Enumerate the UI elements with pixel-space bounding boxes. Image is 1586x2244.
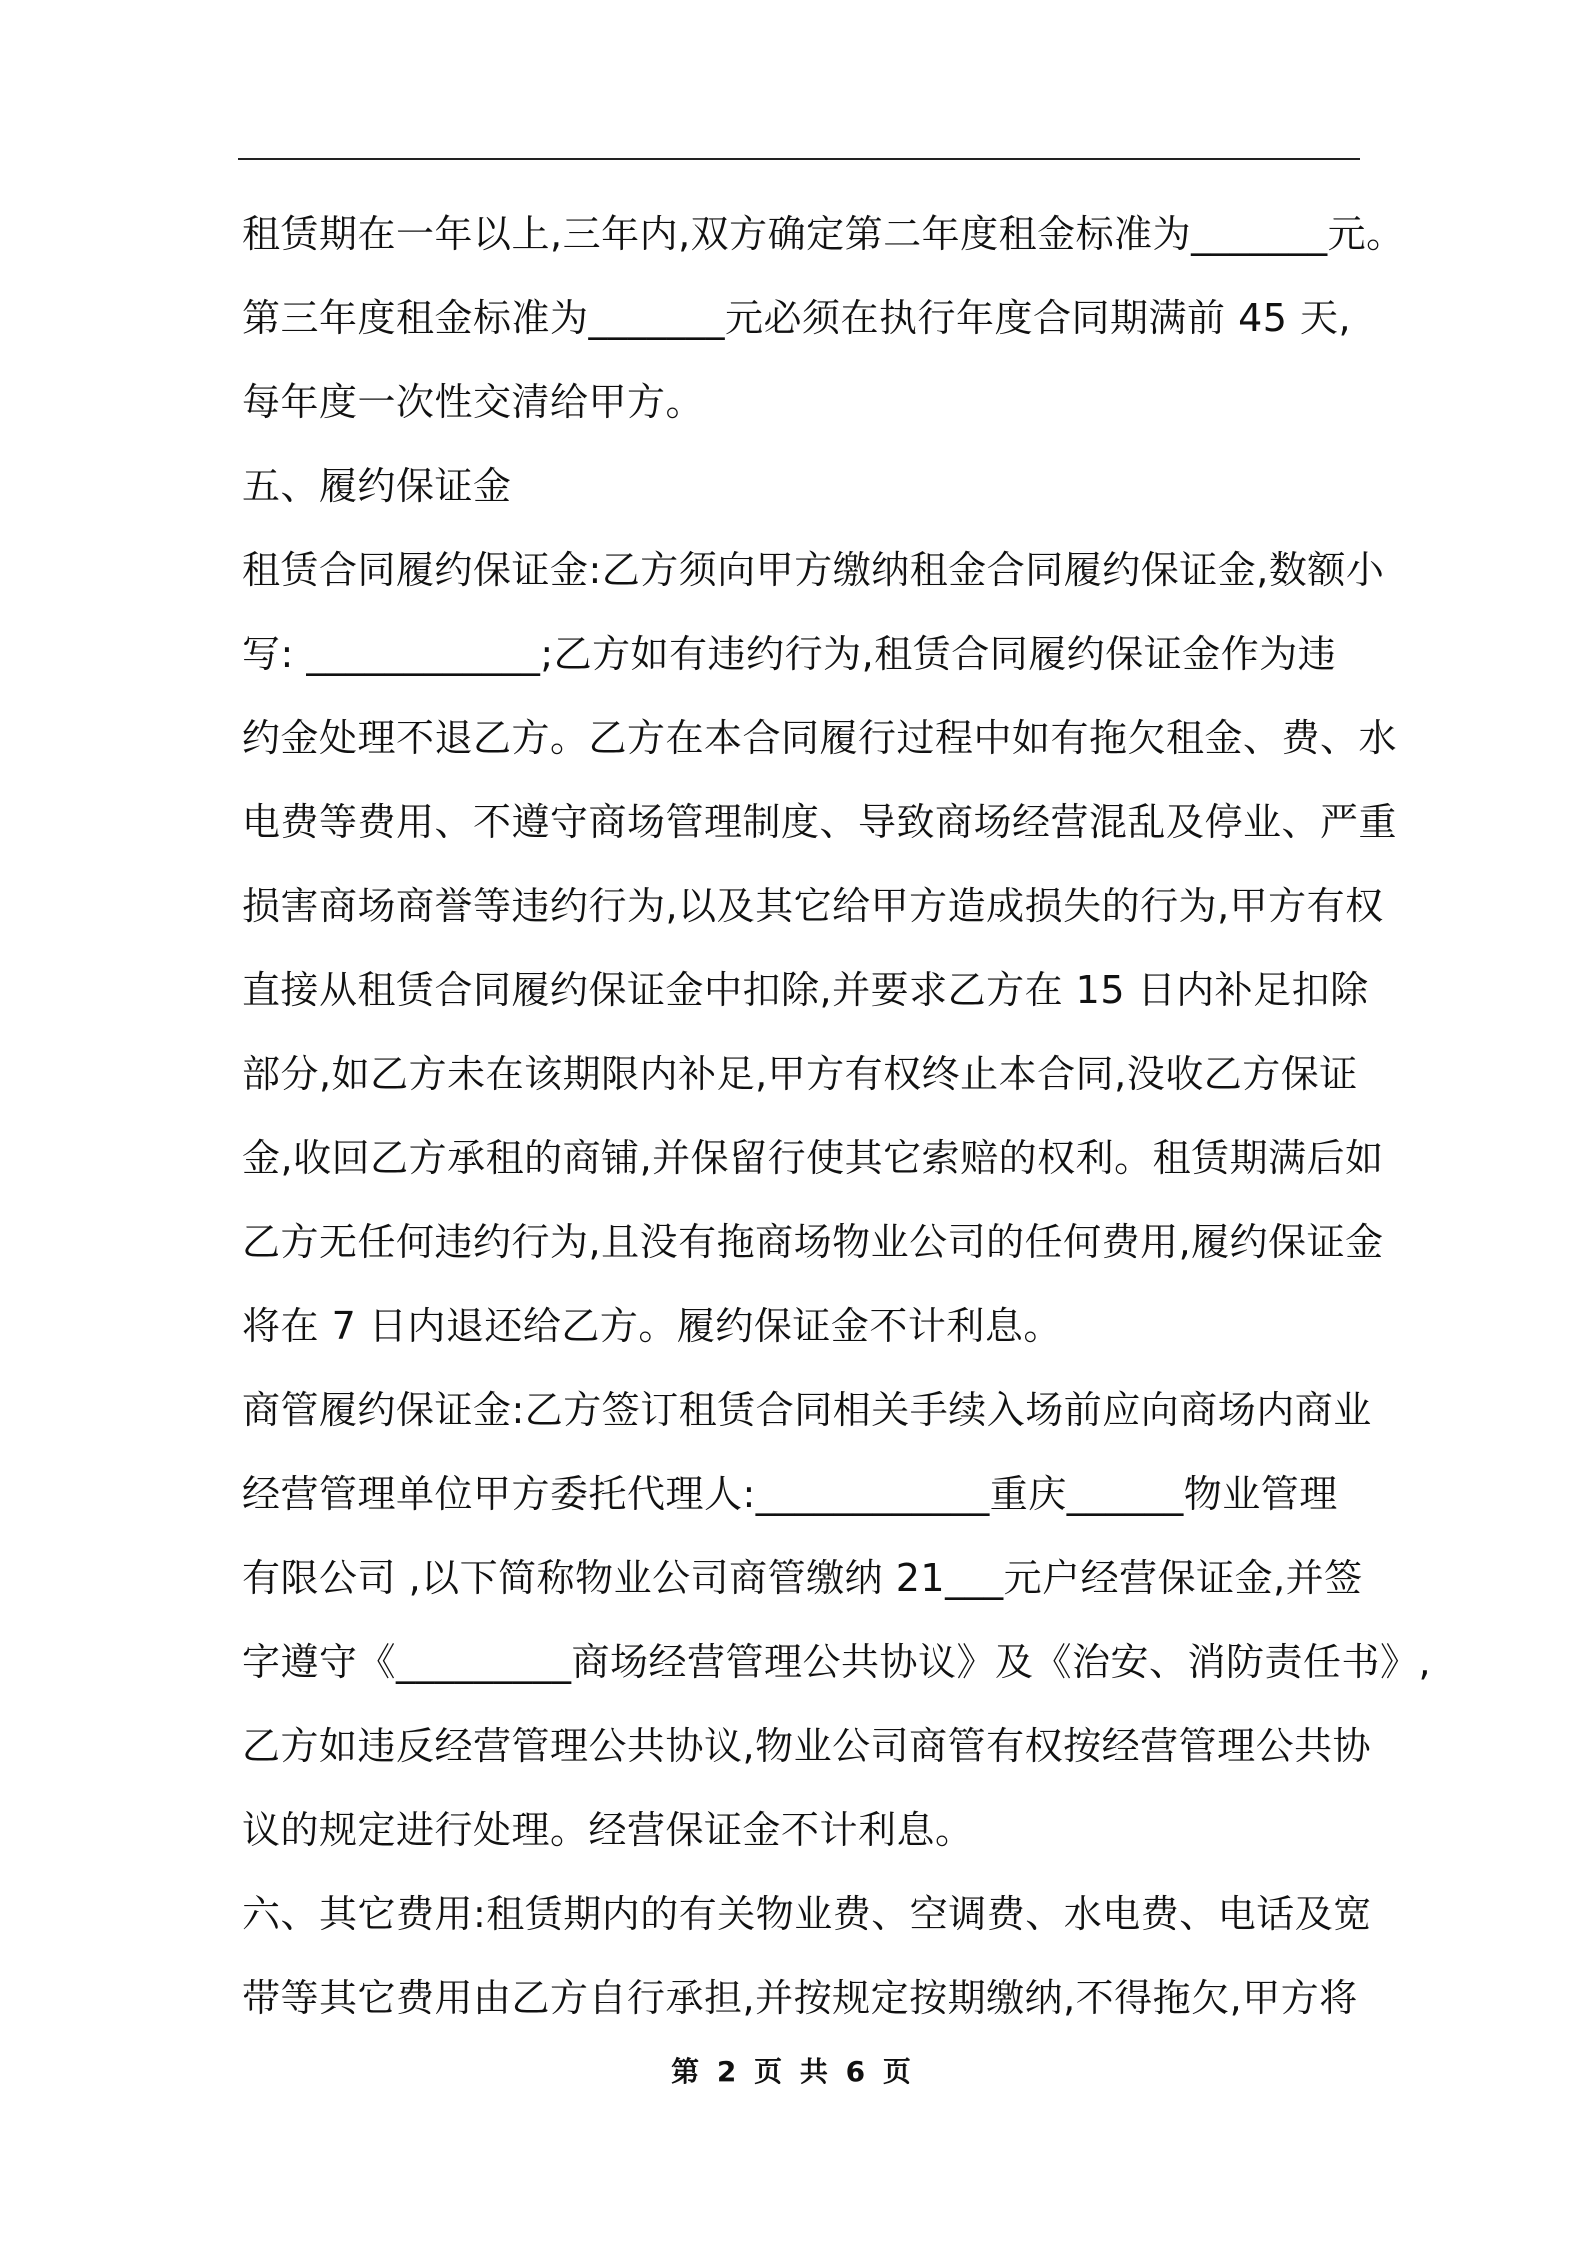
text-line: 租赁期在一年以上,三年内,双方确定第二年度租金标准为_______元。 — [242, 212, 1405, 256]
text-line: 经营管理单位甲方委托代理人:____________重庆______物业管理 — [242, 1472, 1338, 1516]
text-line: 字遵守《_________商场经营管理公共协议》及《治安、消防责任书》, — [242, 1640, 1432, 1684]
text-line: 每年度一次性交清给甲方。 — [242, 380, 705, 424]
text-line: 损害商场商誉等违约行为,以及其它给甲方造成损失的行为,甲方有权 — [242, 884, 1384, 928]
text-line: 议的规定进行处理。经营保证金不计利息。 — [242, 1808, 974, 1852]
text-line: 将在 7 日内退还给乙方。履约保证金不计利息。 — [242, 1304, 1062, 1348]
text-line: 写: ____________;乙方如有违约行为,租赁合同履约保证金作为违 — [242, 632, 1337, 676]
text-line: 商管履约保证金:乙方签订租赁合同相关手续入场前应向商场内商业 — [242, 1388, 1372, 1432]
text-line: 电费等费用、不遵守商场管理制度、导致商场经营混乱及停业、严重 — [242, 800, 1398, 844]
text-line: 部分,如乙方未在该期限内补足,甲方有权终止本合同,没收乙方保证 — [242, 1052, 1358, 1096]
text-line: 租赁合同履约保证金:乙方须向甲方缴纳租金合同履约保证金,数额小 — [242, 548, 1385, 592]
header-divider — [238, 158, 1360, 160]
text-line: 有限公司 ,以下简称物业公司商管缴纳 21___元户经营保证金,并签 — [242, 1556, 1363, 1600]
text-line: 乙方如违反经营管理公共协议,物业公司商管有权按经营管理公共协 — [242, 1724, 1372, 1768]
section-heading: 五、履约保证金 — [242, 464, 512, 508]
text-line: 第三年度租金标准为_______元必须在执行年度合同期满前 45 天, — [242, 296, 1352, 340]
page-number: 第 2 页 共 6 页 — [671, 2055, 915, 2088]
text-line: 带等其它费用由乙方自行承担,并按规定按期缴纳,不得拖欠,甲方将 — [242, 1976, 1358, 2020]
text-line: 直接从租赁合同履约保证金中扣除,并要求乙方在 15 日内补足扣除 — [242, 968, 1369, 1012]
text-line: 约金处理不退乙方。乙方在本合同履行过程中如有拖欠租金、费、水 — [242, 716, 1398, 760]
document-body — [242, 192, 1432, 2040]
text-line: 金,收回乙方承租的商铺,并保留行使其它索赔的权利。租赁期满后如 — [242, 1136, 1384, 1180]
text-line: 乙方无任何违约行为,且没有拖商场物业公司的任何费用,履约保证金 — [242, 1220, 1384, 1264]
text-line: 六、其它费用:租赁期内的有关物业费、空调费、水电费、电话及宽 — [242, 1892, 1372, 1936]
